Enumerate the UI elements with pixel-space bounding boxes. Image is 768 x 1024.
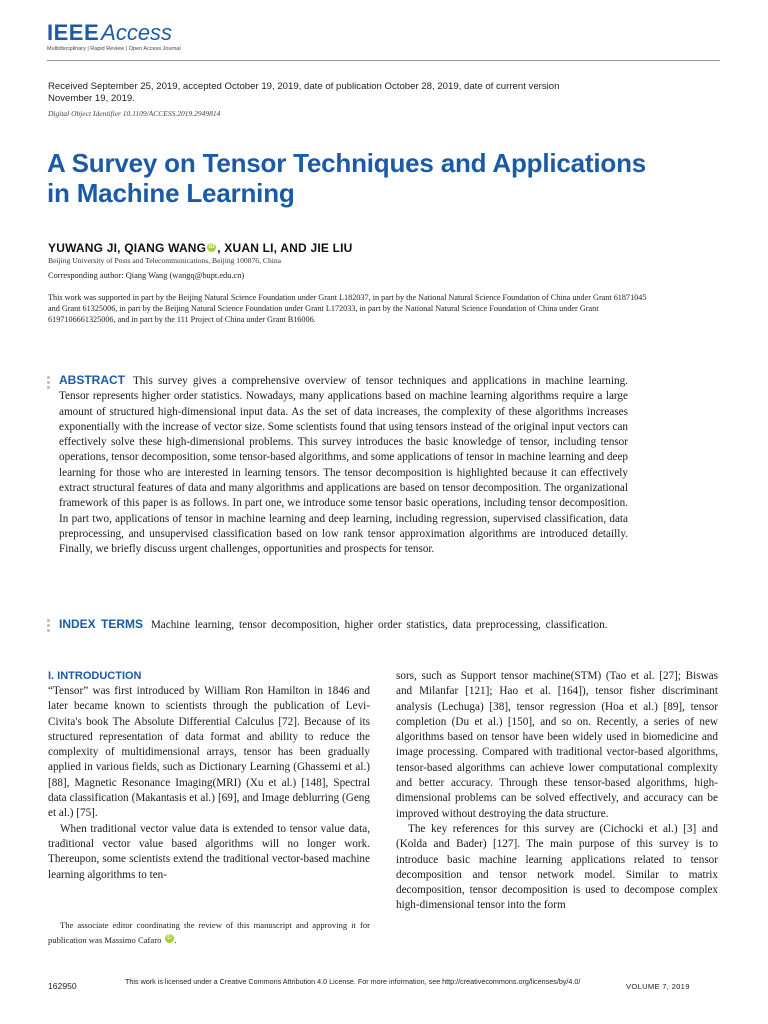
journal-logo (47, 20, 172, 46)
paper-title (47, 148, 707, 208)
title-line-2: in Machine Learning (47, 178, 295, 208)
intro-paragraph-1: “Tensor” was first introduced by William Ron Hamilton in 1846 and later became known to scientists through the publication of Levi-Civita's book The Absolute Differential Calculus [72]. Because of its structured representation of data format and ability to reduce the complexity of multidimensional arrays, tensor has been gradually applied in various fields, such as Dictionary Learning (Ghassemi et al.) [88], Magnetic Resonance Imaging(MRI) (Xu et al.) [148], Spectral data classification (Makantasis et al.) [69], and Image deblurring (Geng et al.) [75]. (48, 685, 370, 820)
index-terms (59, 617, 628, 633)
affiliation: Beijing University of Posts and Telecommunications, Beijing 100876, China (48, 256, 282, 265)
page-number: 162950 (48, 981, 77, 991)
license-notice[interactable]: This work is licensed under a Creative Commons Attribution 4.0 License. For more information, see http://creativecommons.org/licenses/by/4.0/ (125, 977, 581, 986)
corresponding-author: Corresponding author: Qiang Wang (wangq@bupt.edu.cn) (48, 271, 245, 280)
orcid-icon[interactable]: iD (166, 935, 172, 941)
body-column-right (396, 669, 718, 914)
authors-part-2: , XUAN LI, AND JIE LIU (217, 241, 353, 255)
abstract-label: ABSTRACT (59, 373, 125, 387)
index-terms-marker-icon (47, 619, 51, 634)
authors-part-1: YUWANG JI, QIANG WANG (48, 241, 207, 255)
abstract (59, 373, 628, 558)
doi[interactable]: Digital Object Identifier 10.1109/ACCESS.2019.2949814 (48, 109, 221, 118)
body-column-left (48, 669, 370, 883)
index-terms-label: INDEX TERMS (59, 617, 144, 631)
journal-tagline: Multidisciplinary | Rapid Review | Open Access Journal (47, 46, 181, 52)
intro-paragraph-3: The key references for this survey are (Cichocki et al.) [3] and (Kolda and Bader) [127]. The main purpose of this survey is to introduce basic machine learning applications related to tensor decomposition and tensor network model. Similar to matrix decomposition, tensor decomposition is used to decompose complex high-dimensional tensor into the form (396, 822, 718, 912)
intro-paragraph-2-continued: sors, such as Support tensor machine(STM) (Tao et al. [27]; Biswas and Milanfar [121]; Hao et al. [164]), tensor fisher discriminant analysis (Lechuga) [38], tensor regression (Hoa et al.) [89], tensor completion (Du et al.) [150], and so on. Recently, a series of new algorithms based on tensor have been widely used in biomedicine and image processing. Compared with traditional vector-based algorithms, tensor-based algorithms can achieve lower computational complexity and better accuracy. Through these tensor-based algorithms, high-dimensional problems can be solved effectively, and accuracy can be improved without destroying the data structure. (396, 670, 718, 820)
orcid-icon[interactable]: iD (208, 244, 215, 250)
footnote-text: The associate editor coordinating the review of this manuscript and approving it for publication was Massimo Cafaro (48, 920, 370, 945)
intro-paragraph-2-start: When traditional vector value data is extended to tensor value data, traditional vector value based algorithms will no longer work. Thereupon, some scientists extend the traditional vector-based machine learning algorithms to ten- (48, 822, 370, 881)
logo-ieee: IEEE (47, 20, 100, 45)
editor-footnote: The associate editor coordinating the review of this manuscript and approving it for publication was Massimo Cafaro iD . (48, 920, 370, 945)
index-terms-text: Machine learning, tensor decomposition, higher order statistics, data preprocessing, classification. (150, 619, 608, 631)
header-divider (47, 60, 720, 61)
abstract-marker-icon (47, 376, 51, 391)
abstract-text: This survey gives a comprehensive overview of tensor techniques and applications in machine learning. Tensor represents higher order statistics. Nowadays, many applications based on machine learning algorithms require a large amount of structured high-dimensional input data. As the set of data increases, the complexity of these algorithms increases exponentially with the increase of vector size. Some scientists found that using tensors instead of the original input vectors can effectively solve these high-dimensional problems. This survey introduces the basic knowledge of tensor, including tensor operations, tensor decomposition, some tensor-based algorithms, and some applications of tensor in machine learning and deep learning for those who are interested in learning tensors. The tensor decomposition is highlighted because it can effectively extract structural features of data and many algorithms and applications are based on tensor decomposition. The organizational framework of this paper is as follows. In part one, we introduce some tensor basic operations, including tensor decomposition. In part two, applications of tensor in machine learning and deep learning, including regression, supervised classification, data preprocessing, and unsupervised classification based on low rank tensor approximation algorithms are introduced detailly. Finally, we briefly discuss urgent challenges, opportunities and prospects for tensor. (59, 375, 628, 556)
author-list (48, 241, 353, 255)
section-heading-introduction: I. INTRODUCTION (48, 670, 142, 682)
publication-dates: Received September 25, 2019, accepted October 19, 2019, date of publication October 28, 2019, date of current version November 19, 2019. (48, 81, 560, 104)
volume-label: VOLUME 7, 2019 (626, 982, 690, 991)
title-line-1: A Survey on Tensor Techniques and Applications (47, 148, 647, 178)
funding-note: This work was supported in part by the Beijing Natural Science Foundation under Grant L182037, in part by the National Natural Science Foundation of China under Grant 61871045 and Grant 61325006, in part by the Beijing Natural Science Foundation under Grant L172033, in part by the National Natural Science Foundation of China under Grant 6197106661325006, and in part by the 111 Project of China under Grant B16006. (48, 293, 647, 325)
logo-access: Access (101, 20, 173, 45)
